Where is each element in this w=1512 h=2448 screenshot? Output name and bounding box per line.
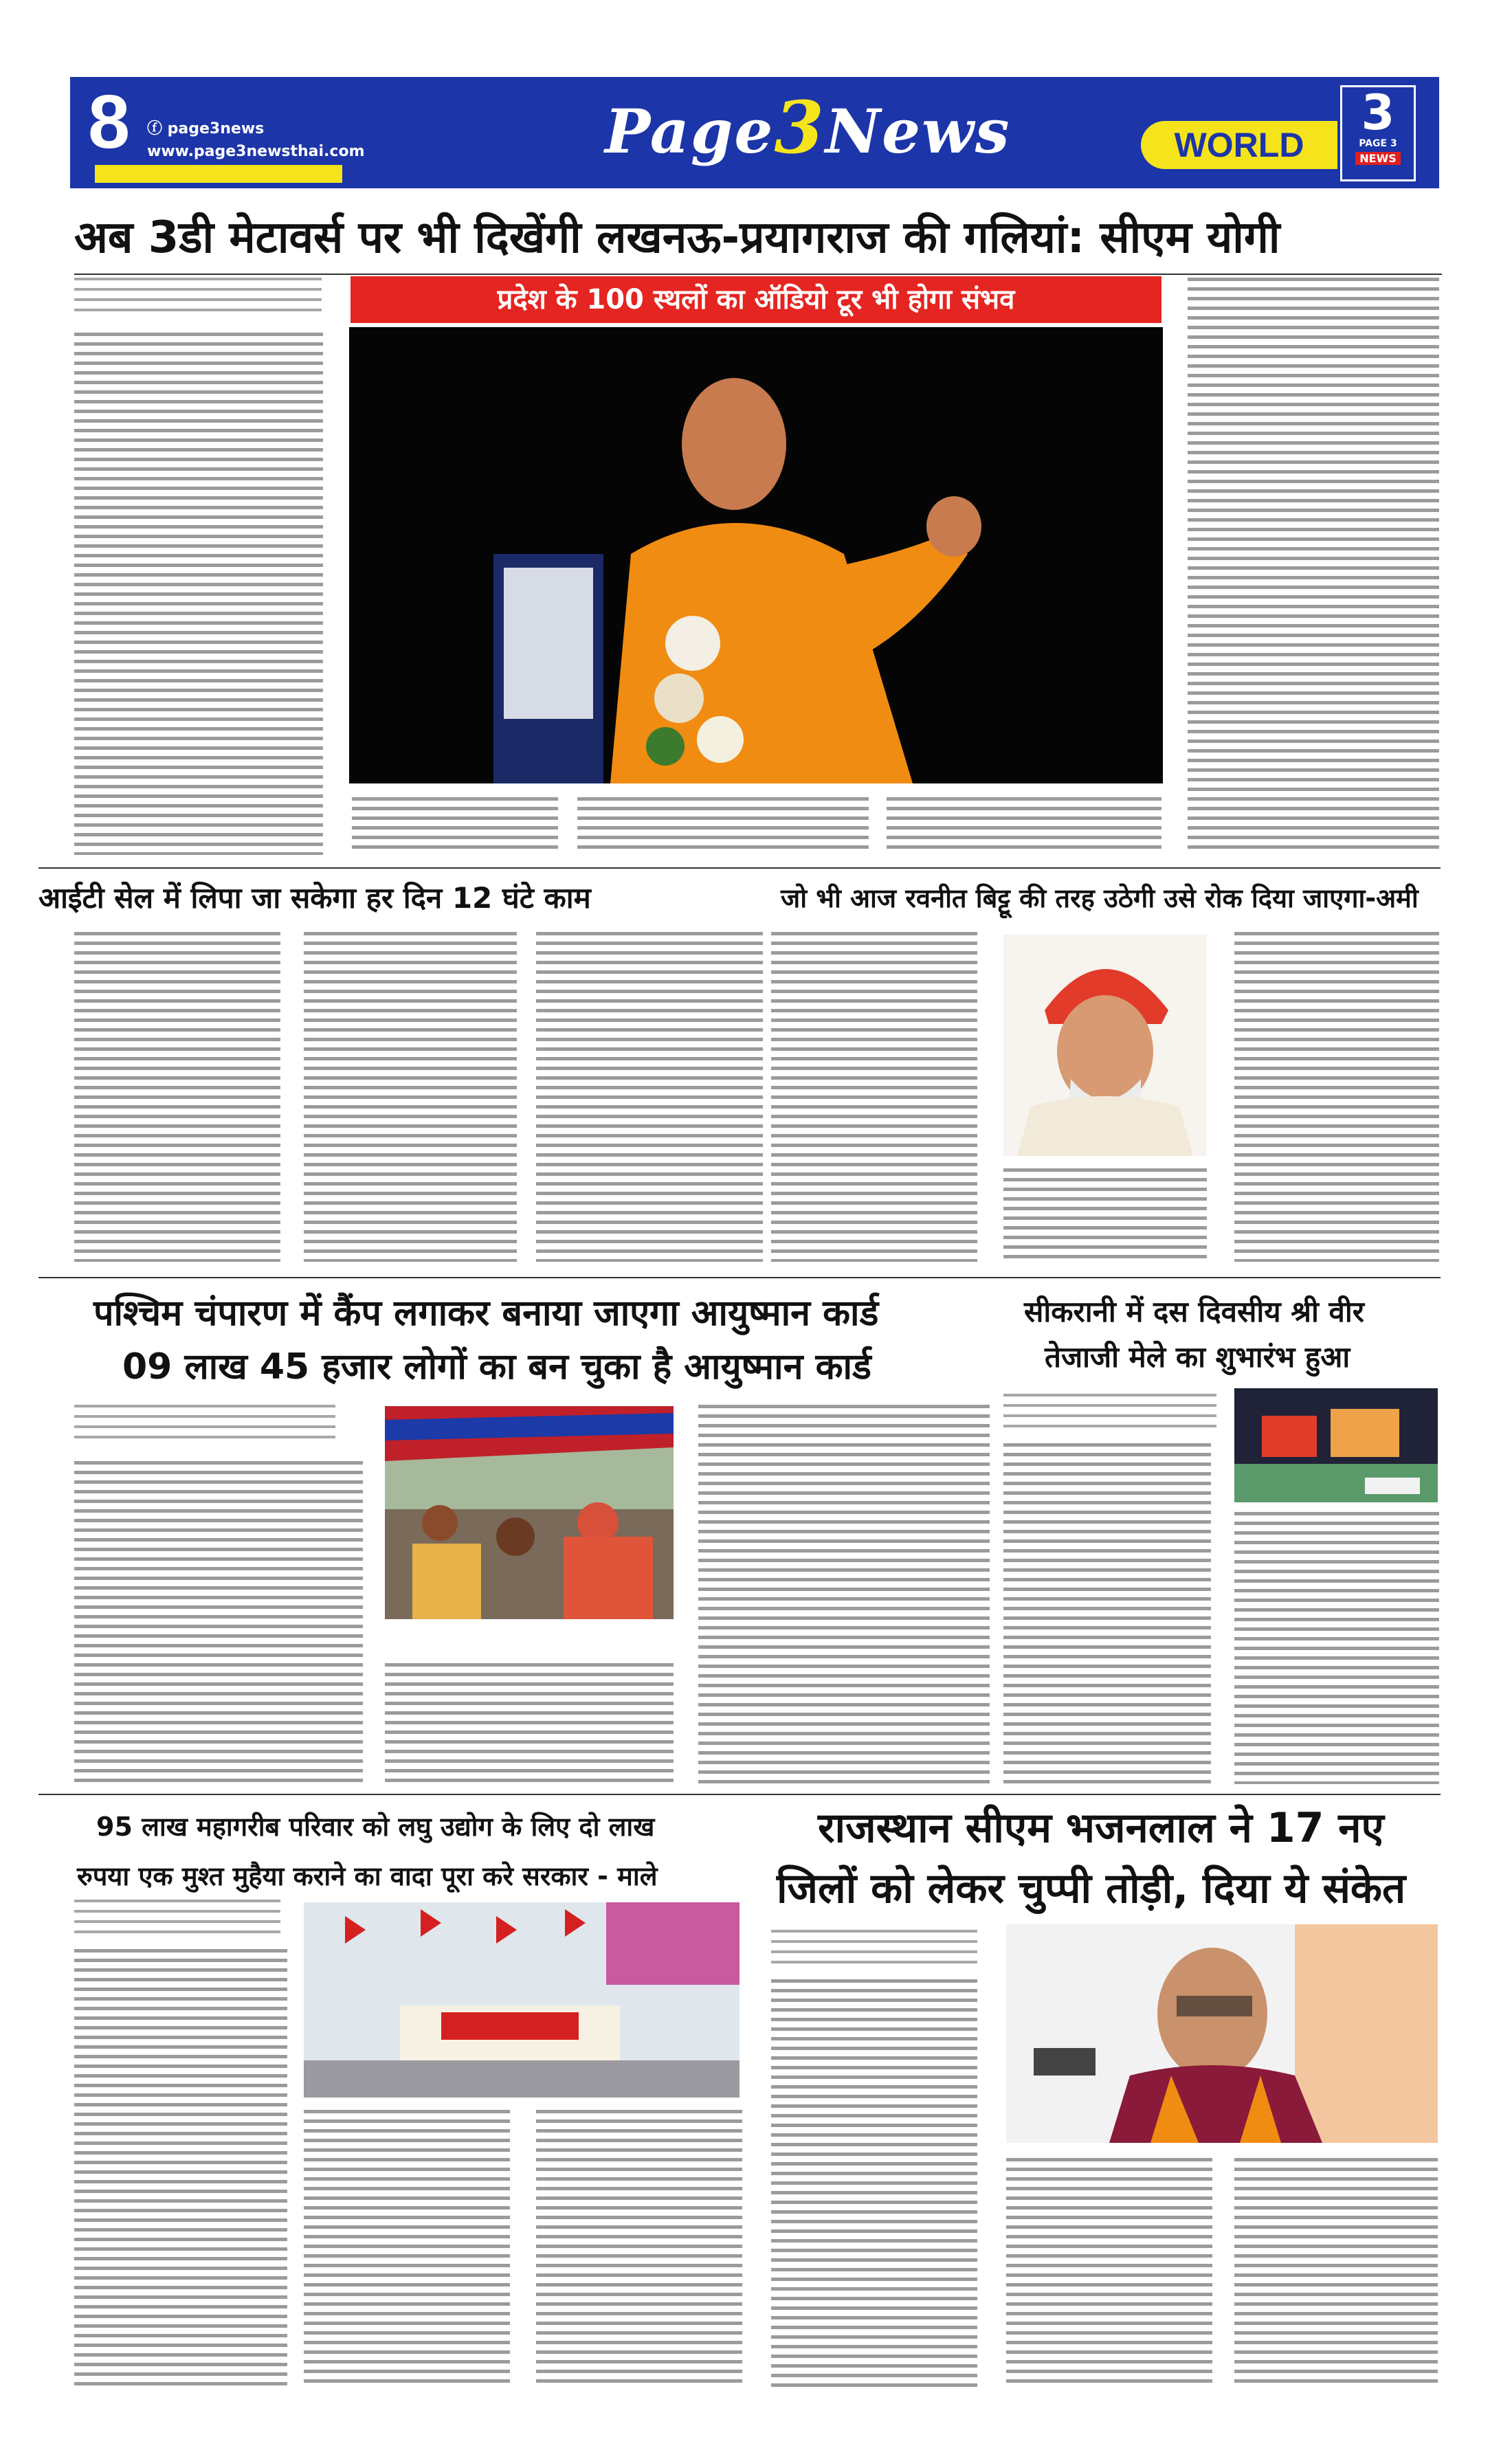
story-text-column (1006, 2158, 1212, 2389)
badge-number: 3 (1361, 85, 1395, 141)
photo-ravneet-bittu (1003, 935, 1207, 1156)
story-text-column (536, 2110, 742, 2389)
photo-cm-yogi-graphic (349, 327, 1163, 783)
date-strip (95, 165, 342, 183)
logo-three: 3 (774, 85, 825, 170)
story-text-column (74, 1949, 287, 2389)
section-tab[interactable]: WORLD (1141, 121, 1337, 169)
social-handle: ⓕ page3news (147, 120, 265, 137)
subheadline-lead-story: प्रदेश के 100 स्थलों का ऑडियो टूर भी होगा संभव (351, 276, 1161, 323)
story-text-column (771, 932, 977, 1262)
story-text-column (1234, 932, 1439, 1262)
social-handle-text: page3news (167, 120, 265, 137)
story-text-column (698, 1405, 990, 1784)
divider (38, 867, 1441, 869)
photo-teja-mela-stage (1234, 1388, 1438, 1502)
badge-news: NEWS (1355, 152, 1401, 165)
byline-block (771, 1930, 977, 1964)
brand-badge (1340, 85, 1416, 181)
byline-block (74, 1900, 280, 1934)
story-text-column (577, 797, 869, 855)
headline-teja-mela-line2[interactable]: तेजाजी मेले का शुभारंभ हुआ (1045, 1340, 1350, 1374)
headline-ayushman-line1[interactable]: पश्चिम चंपारण में कैंप लगाकर बनाया जाएगा आयुष्मान कार्ड (93, 1293, 879, 1334)
headline-rajasthan-line2[interactable]: जिलों को लेकर चुप्पी तोड़ी, दिया ये संकेत (777, 1865, 1406, 1913)
newspaper-logo (605, 85, 1011, 170)
byline-block (74, 278, 322, 319)
story-text-column (536, 932, 763, 1262)
headline-teja-mela-line1[interactable]: सीकरानी में दस दिवसीय श्री वीर (1024, 1295, 1364, 1328)
story-text-column (1003, 1443, 1211, 1784)
logo-right: News (825, 96, 1011, 167)
byline-block (74, 1405, 335, 1439)
page-number: 8 (88, 80, 131, 164)
headline-male-line1[interactable]: 95 लाख महागरीब परिवार को लघु उद्योग के लिए दो लाख (96, 1812, 655, 1842)
headline-lead-story[interactable]: अब 3डी मेटावर्स पर भी दिखेंगी लखनऊ-प्रयागराज की गलियां: सीएम योगी (74, 212, 1280, 263)
divider (74, 274, 1442, 275)
badge-page: PAGE 3 (1359, 138, 1397, 149)
photo-male-protest (304, 1902, 740, 2098)
headline-ravneet-bittu[interactable]: जो भी आज रवनीत बिट्टू की तरह उठेगी उसे रोक दिया जाएगा-अमी (781, 883, 1419, 913)
photo-ravneet-graphic (1003, 935, 1207, 1156)
story-text-column (74, 1461, 363, 1784)
photo-ayushman-camp (385, 1406, 674, 1619)
photo-caption (1003, 1168, 1207, 1262)
website-url[interactable]: www.page3newsthai.com (147, 143, 365, 160)
story-text-column (304, 2110, 510, 2389)
story-text-column (304, 932, 517, 1262)
logo-left: Page (605, 96, 775, 167)
photo-cm-bhajanlal (1006, 1924, 1438, 2143)
divider (38, 1794, 1441, 1795)
story-text-column (887, 797, 1161, 855)
headline-it-cell[interactable]: आईटी सेल में लिपा जा सकेगा हर दिन 12 घंटे काम (38, 881, 591, 915)
story-text-column (1234, 2158, 1438, 2389)
photo-cm-yogi-speech (349, 327, 1163, 783)
story-text-column (1188, 278, 1439, 855)
story-text-column (385, 1663, 674, 1784)
story-text-column (1234, 1512, 1439, 1784)
photo-teja-mela-graphic (1234, 1388, 1438, 1502)
divider (38, 1277, 1441, 1278)
story-text-column (352, 797, 558, 855)
headline-male-line2[interactable]: रुपया एक मुश्त मुहैया कराने का वादा पूरा करे सरकार - माले (77, 1861, 658, 1891)
photo-ayushman-graphic (385, 1406, 674, 1619)
headline-rajasthan-line1[interactable]: राजस्थान सीएम भजनलाल ने 17 नए (818, 1804, 1384, 1852)
story-text-column (771, 1979, 977, 2389)
byline-block (1003, 1394, 1216, 1428)
photo-male-protest-graphic (304, 1902, 740, 2098)
photo-bhajanlal-graphic (1006, 1924, 1438, 2143)
story-text-column (74, 333, 323, 855)
story-text-column (74, 932, 280, 1262)
headline-ayushman-line2[interactable]: 09 लाख 45 हजार लोगों का बन चुका है आयुष्मान कार्ड (122, 1346, 871, 1388)
